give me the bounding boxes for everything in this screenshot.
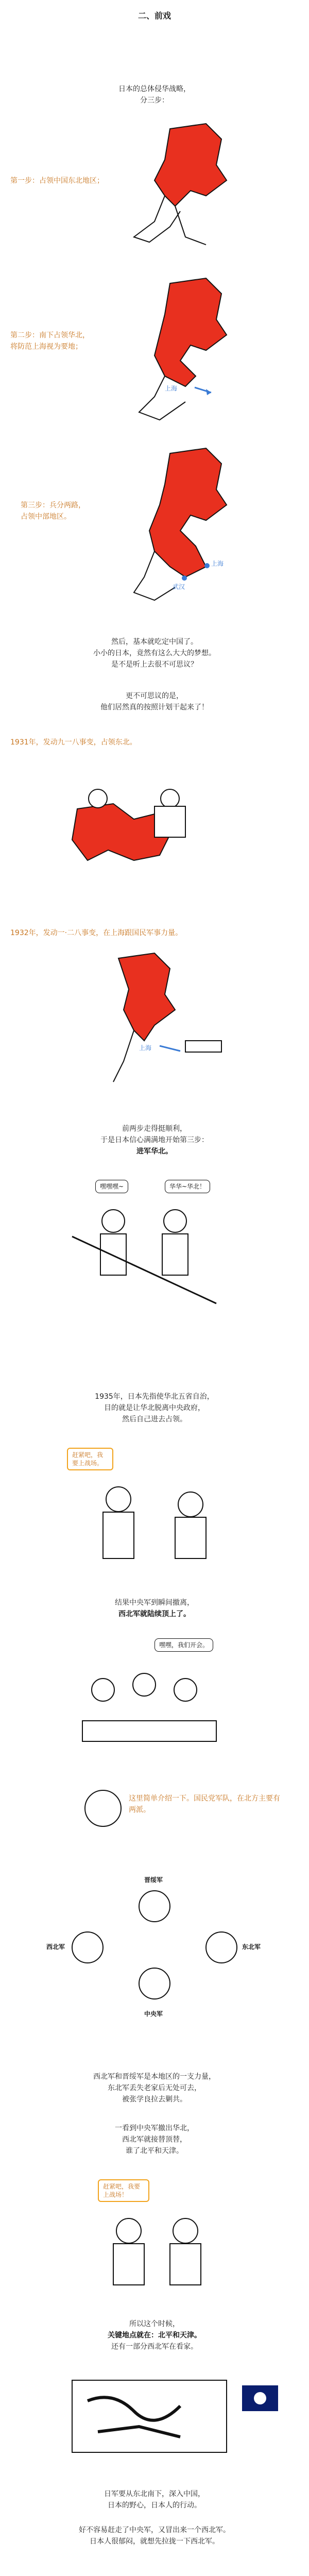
illustration-1932 bbox=[0, 948, 309, 1103]
pressure-block-2 bbox=[0, 2524, 309, 2547]
calligraphy-svg bbox=[0, 2370, 309, 2473]
north-line-1: 1935年，日本先指使华北五省自治， bbox=[95, 1393, 214, 1401]
smooth-line-2: 于是日本信心满满地开始第三步： bbox=[100, 1136, 209, 1144]
step-3-line-1: 第三步：兵分两路， bbox=[21, 501, 85, 510]
smooth-line-1: 前两步走得挺顺利， bbox=[122, 1125, 187, 1133]
north-block bbox=[0, 1391, 309, 1425]
importance-line-2: 关键地点就在：北平和天津。 bbox=[108, 2331, 201, 2340]
step-2-line-2: 将防范上海视为要地； bbox=[10, 343, 82, 351]
mid-line-4: 更不可思议的是， bbox=[126, 692, 183, 700]
map-3-shanghai-label: 上海 bbox=[211, 560, 224, 567]
flag-talk-illustration bbox=[0, 2566, 309, 2576]
soldiers-svg bbox=[0, 1170, 309, 1365]
north-line-2: 目的就是让华北脱离中央政府， bbox=[104, 1404, 205, 1412]
pressure-line-3: 好不容易赶走了中央军，又冒出来一个西北军。 bbox=[79, 2526, 230, 2534]
step-2-label bbox=[10, 330, 90, 352]
warlord-label-center: 中央军 bbox=[144, 2010, 163, 2018]
step-3-label bbox=[21, 500, 85, 522]
map-2-shanghai-label: 上海 bbox=[165, 385, 178, 392]
mid-line-3: 是不是听上去很不可思议？ bbox=[111, 660, 198, 669]
illustration-1931 bbox=[0, 757, 309, 912]
map-step-2 bbox=[0, 273, 309, 428]
mid-text-1 bbox=[0, 636, 309, 670]
factions-line-6: 谁了北平和天津。 bbox=[126, 2147, 183, 2155]
mid-line-1: 然后，基本就吃定中国了。 bbox=[111, 638, 198, 646]
importance-line-1: 所以这个时候， bbox=[129, 2320, 180, 2328]
intro-block bbox=[0, 83, 309, 106]
factions-block-2 bbox=[0, 2123, 309, 2157]
zhao-illustration bbox=[0, 1437, 309, 1582]
avatar-note-text: 这里简单介绍一下。国民党军队，在北方主要有两派。 bbox=[129, 1794, 280, 1814]
avatar-note-block bbox=[0, 1783, 309, 1834]
step-1-label: 第一步：占领中国东北地区； bbox=[10, 177, 104, 185]
smooth-line-3: 进军华北。 bbox=[136, 1147, 173, 1156]
north-line-5: 西北军就陆续顶上了。 bbox=[118, 1610, 191, 1618]
pressure-block bbox=[0, 2488, 309, 2511]
warlord-label-right: 东北军 bbox=[242, 1943, 261, 1951]
battle-illustration bbox=[0, 2169, 309, 2298]
soldiers-illustration bbox=[0, 1170, 309, 1365]
illus-1932-shanghai: 上海 bbox=[139, 1044, 152, 1052]
battle-svg bbox=[0, 2169, 309, 2298]
warlord-label-left: 西北军 bbox=[46, 1943, 65, 1951]
pressure-line-1: 日军要从东北南下，深入中国， bbox=[104, 2490, 205, 2498]
meeting-illustration bbox=[0, 1633, 309, 1767]
flag-talk-svg bbox=[0, 2566, 309, 2576]
intro-line-2: 分三步： bbox=[140, 96, 169, 105]
calligraphy-illustration bbox=[0, 2370, 309, 2473]
step-2-line-1: 第二步：南下占领华北， bbox=[10, 331, 90, 340]
pressure-line-4: 日本人很郁闷，就想先拉拢一下西北军。 bbox=[90, 2537, 219, 2546]
map-step-1 bbox=[0, 118, 309, 247]
factions-line-4: 一看到中央军撤出华北， bbox=[115, 2124, 194, 2132]
map-step-3 bbox=[0, 443, 309, 608]
factions-line-2: 东北军丢失老家后无处可去， bbox=[108, 2084, 201, 2092]
page-title: 二、前戏 bbox=[138, 11, 171, 21]
north-line-3: 然后自己进去占领。 bbox=[122, 1415, 187, 1423]
warlord-label-top: 晋绥军 bbox=[144, 1876, 163, 1884]
factions-line-1: 西北军和晋绥军是本地区的一支力量， bbox=[93, 2073, 216, 2081]
zhao-svg bbox=[0, 1437, 309, 1582]
page-title-block bbox=[0, 9, 309, 21]
bubble-meeting: 嘿嘿，我们开会。 bbox=[154, 1638, 213, 1652]
event-1931-text: 1931年，发动九一八事变，占领东北。 bbox=[10, 738, 137, 747]
north-line-4: 结果中央军到瞬间撤离， bbox=[115, 1599, 194, 1607]
illus-1931-svg bbox=[0, 757, 309, 912]
factions-line-3: 被张学良拉去剿共。 bbox=[122, 2095, 187, 2104]
factions-line-5: 西北军就接替顶替， bbox=[122, 2136, 187, 2144]
intro-line-1: 日本的总体侵华战略， bbox=[118, 85, 191, 93]
smooth-block bbox=[0, 1123, 309, 1157]
importance-block bbox=[0, 2318, 309, 2352]
meeting-svg bbox=[0, 1633, 309, 1767]
map-3-wuhan-label: 武汉 bbox=[173, 583, 185, 590]
mid-line-5: 他们居然真的按照计划干起来了！ bbox=[100, 703, 209, 711]
bubble-zhao: 赶紧吧，我要上战场。 bbox=[67, 1448, 113, 1470]
north-block-2 bbox=[0, 1597, 309, 1620]
mid-line-2: 小小的日本，竟然有这么大大的梦想。 bbox=[93, 649, 216, 657]
pressure-line-2: 日本的野心，日本人的行动。 bbox=[108, 2501, 201, 2510]
factions-block bbox=[0, 2071, 309, 2105]
mid-text-2 bbox=[0, 690, 309, 713]
bubble-soldier-right: 华华~华北！ bbox=[165, 1180, 210, 1193]
bubble-soldier-left: 嘿嘿嘿~ bbox=[95, 1180, 128, 1193]
event-1932-text: 1932年，发动一·二八事变，在上海跟国民军事力量。 bbox=[10, 929, 183, 937]
bubble-go: 赶紧吧，我要上战场！ bbox=[98, 2179, 149, 2202]
map-3-svg bbox=[0, 443, 309, 608]
importance-line-3: 还有一部分西北军在看家。 bbox=[111, 2343, 198, 2351]
illus-1932-svg bbox=[0, 948, 309, 1103]
step-3-line-2: 占领中部地区。 bbox=[21, 513, 71, 521]
warlords-illustration bbox=[0, 1844, 309, 2061]
